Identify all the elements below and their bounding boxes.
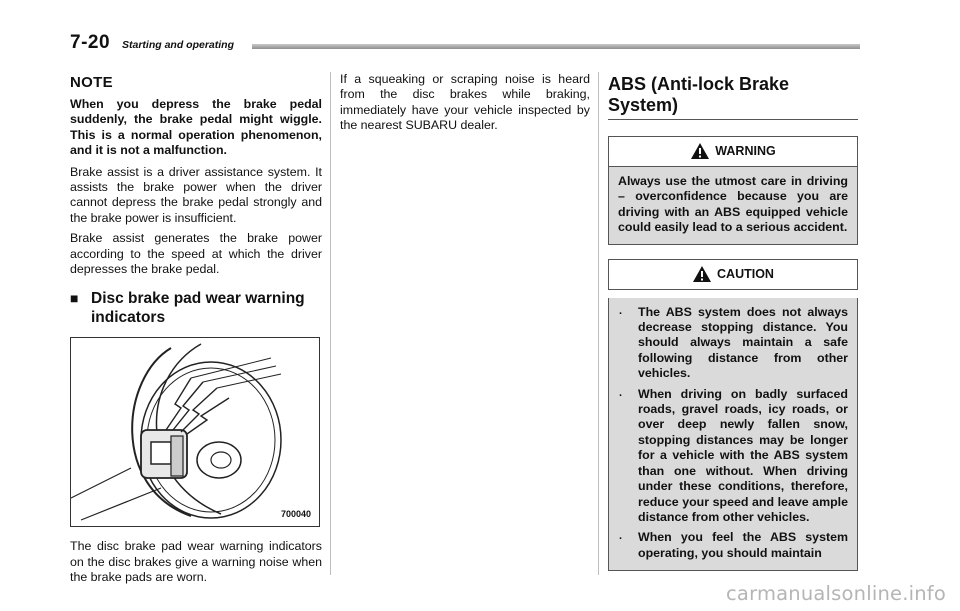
brake-assist-paragraph-1: Brake assist is a driver assistance system. It assists the brake power when the driver cannot depress the brake pedal strongly and the brake power is insufficient. bbox=[70, 164, 322, 225]
brake-assist-paragraph-2: Brake assist generates the brake power according to the speed at which the driver depresses the brake pedal. bbox=[70, 231, 322, 277]
column-3 bbox=[608, 72, 858, 571]
disc-brake-illustration bbox=[71, 338, 319, 526]
caution-item bbox=[618, 305, 848, 382]
caution-item bbox=[618, 530, 848, 561]
warning-box bbox=[608, 136, 858, 245]
note-heading: NOTE bbox=[70, 74, 113, 91]
caution-body bbox=[608, 298, 858, 572]
caution-title-box bbox=[608, 259, 858, 290]
caution-triangle-icon bbox=[692, 265, 712, 283]
bullet-mark: . bbox=[619, 304, 623, 317]
figure-code: 700040 bbox=[280, 509, 311, 520]
wear-indicator-paragraph: The disc brake pad wear warning indicators on the disc brakes give a warning noise when the brake pads are worn. bbox=[70, 539, 322, 585]
abs-heading: ABS (Anti-lock Brake System) bbox=[608, 74, 858, 120]
note-text: When you depress the brake pedal suddenly, the brake pedal might wiggle. This is a normal operation phenomenon, and it is not a malfunction. bbox=[70, 97, 322, 158]
column-divider-2 bbox=[598, 72, 599, 575]
page-number: 7-20 bbox=[70, 32, 111, 53]
caution-label: CAUTION bbox=[717, 266, 774, 281]
subheading-disc-brake-pad bbox=[70, 289, 322, 327]
page-header bbox=[70, 30, 860, 56]
subheading-text: Disc brake pad wear warning indicators bbox=[91, 290, 305, 327]
caution-title bbox=[609, 260, 857, 289]
warning-text: Always use the utmost care in driving – overconfidence because you are driving with an ABS equipped vehicle could easily lead to a serious accident. bbox=[618, 174, 848, 235]
watermark: carmanualsonline.info bbox=[726, 582, 946, 605]
warning-body bbox=[609, 166, 857, 244]
section-title: Starting and operating bbox=[122, 39, 235, 51]
brake-pad-figure bbox=[70, 337, 320, 527]
column-divider-1 bbox=[330, 72, 331, 575]
caution-item-text: When you feel the ABS system operating, you should maintain bbox=[638, 530, 848, 560]
column-1 bbox=[70, 72, 322, 586]
warning-label: WARNING bbox=[715, 144, 776, 158]
caution-item-text: When driving on badly surfaced roads, gravel roads, icy roads, or over deep newly fallen snow, stopping distances may be longer for a vehicle with the ABS system than one without. When driving under these conditions, therefore, reduce your speed and leave ample distance from other vehicles. bbox=[638, 386, 848, 524]
column-2 bbox=[340, 72, 590, 134]
caution-item-text: The ABS system does not always decrease stopping distance. You should always maintain a safe following distance from other vehicles. bbox=[638, 304, 848, 381]
square-bullet-icon: ■ bbox=[70, 290, 79, 307]
bullet-mark: . bbox=[619, 386, 623, 399]
squeaking-noise-paragraph: If a squeaking or scraping noise is heard from the disc brakes while braking, immediately have your vehicle inspected by the nearest SUBARU dealer. bbox=[340, 72, 590, 133]
warning-triangle-icon bbox=[690, 142, 710, 160]
header-rule bbox=[252, 44, 860, 49]
warning-title bbox=[609, 137, 857, 166]
bullet-mark: . bbox=[619, 530, 623, 543]
caution-item bbox=[618, 387, 848, 526]
